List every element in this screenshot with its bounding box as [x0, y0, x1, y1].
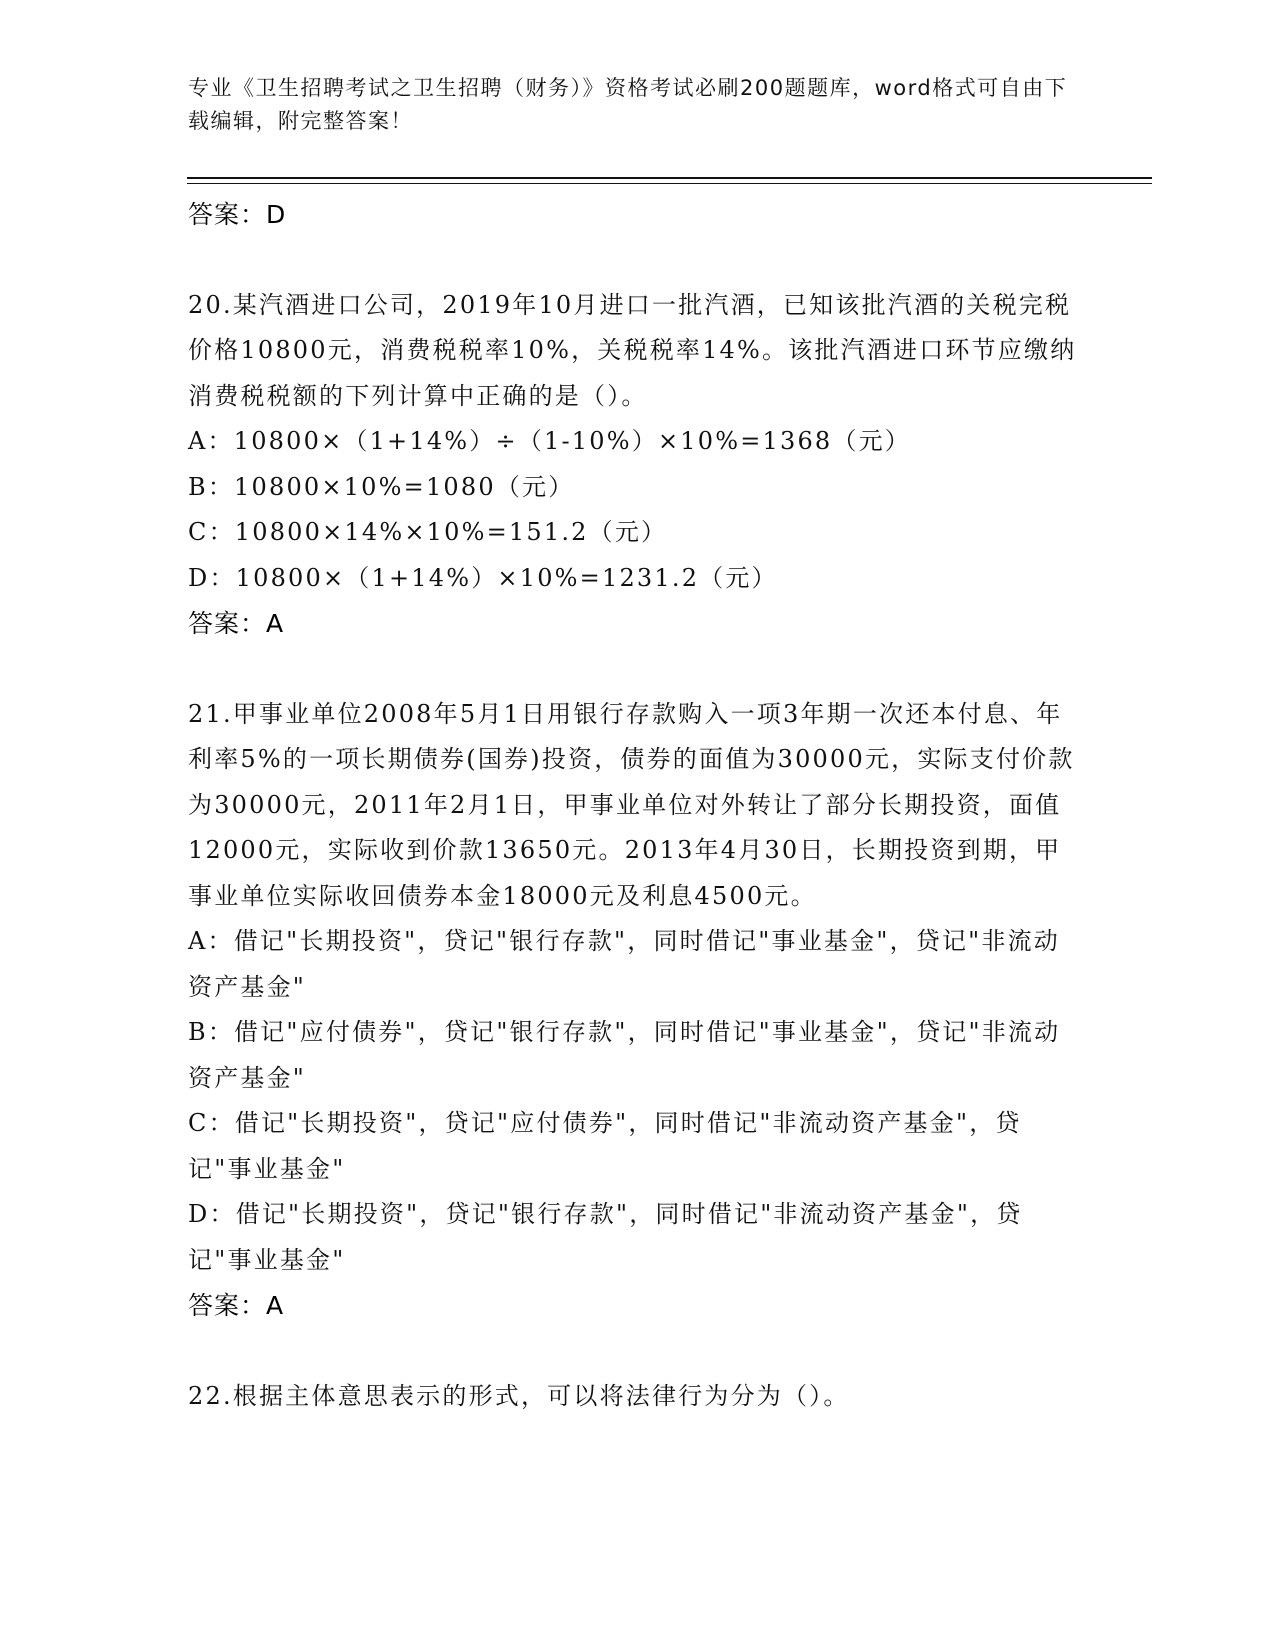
question-stem: 22.根据主体意思表示的形式，可以将法律行为分为（）。 [188, 1381, 850, 1410]
document-header: 专业《卫生招聘考试之卫生招聘（财务）》资格考试必刷200题题库，word格式可自由下载编辑，附完整答案！ [188, 76, 1068, 133]
spacer [188, 1329, 1078, 1374]
question-content [188, 190, 1078, 1419]
question-22 [188, 1374, 1078, 1420]
question-stem: 20.某汽酒进口公司，2019年10月进口一批汽酒，已知该批汽酒的关税完税价格10800元，消费税税率10%，关税税率14%。该批汽酒进口环节应缴纳消费税税额的下列计算中正确的是（）。 [188, 290, 1077, 410]
spacer [188, 647, 1078, 692]
header-rule-thick [187, 177, 1152, 179]
option-a: A：借记"长期投资"，贷记"银行存款"，同时借记"事业基金"，贷记"非流动资产基金" [188, 927, 1061, 1001]
option-b: B：借记"应付债券"，贷记"银行存款"，同时借记"事业基金"，贷记"非流动资产基金" [188, 1018, 1061, 1092]
question-stem: 21.甲事业单位2008年5月1日用银行存款购入一项3年期一次还本付息、年利率5%的一项长期债券(国券)投资，债券的面值为30000元，实际支付价款为30000元，2011年2月1日，甲事业单位对外转让了部分长期投资，面值12000元，实际收到价款13650元。2013年4月30日，长期投资到期，甲事业单位实际收回债券本金18000元及利息4500元。 [188, 699, 1075, 910]
option-d: D：借记"长期投资"，贷记"银行存款"，同时借记"非流动资产基金"，贷记"事业基金" [188, 1200, 1023, 1274]
spacer [188, 238, 1078, 283]
option-a: A：10800×（1+14%）÷（1-10%）×10%=1368（元） [188, 427, 911, 455]
question-20 [188, 283, 1078, 602]
option-c: C：10800×14%×10%=151.2（元） [188, 518, 668, 546]
answer-q21: 答案：A [188, 1291, 285, 1320]
option-c: C：借记"长期投资"，贷记"应付债券"，同时借记"非流动资产基金"，贷记"事业基金" [188, 1109, 1022, 1183]
question-21 [188, 692, 1078, 1284]
option-d: D：10800×（1+14%）×10%=1231.2（元） [188, 563, 778, 592]
header-rule-thin [187, 183, 1152, 184]
option-b: B：10800×10%=1080（元） [188, 472, 575, 501]
answer-q20: 答案：A [188, 609, 285, 638]
answer-q19: 答案：D [188, 200, 287, 229]
